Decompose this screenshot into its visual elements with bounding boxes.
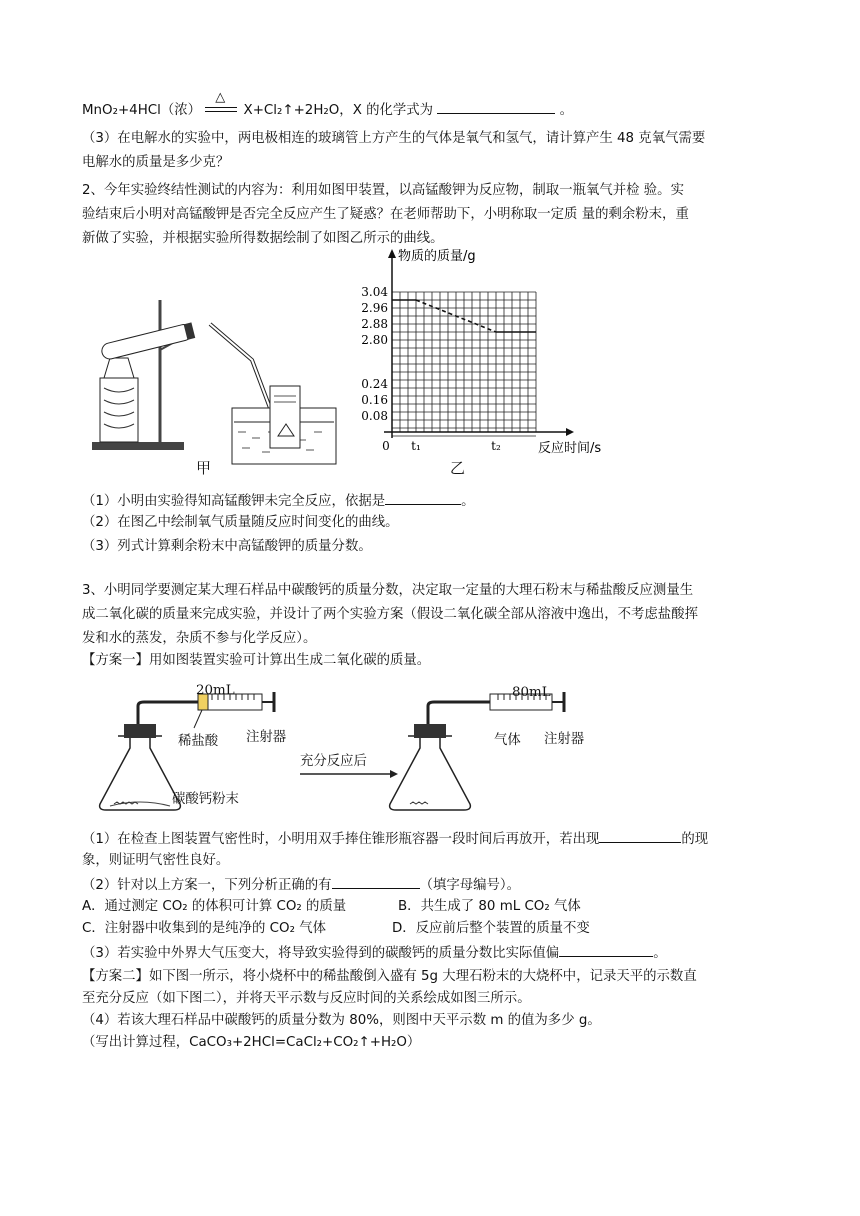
q1-part3-line1: （3）在电解水的实验中，两电极相连的玻璃管上方产生的气体是氧气和氢气，请计算产生 48 克氧气需要 [82,131,706,146]
q3-stem-line2: 成二氧化碳的质量来完成实验，并设计了两个实验方案（假设二氧化碳全部从溶液中逸出，不考虑盐酸挥 [82,607,698,622]
q3-sub2-tail: （填字母编号）。 [419,878,520,893]
label-dilute-hcl: 稀盐酸 [178,734,219,749]
q3-sub1 [82,829,708,850]
label-syringe-right: 注射器 [544,732,585,747]
heat-symbol: △ [215,90,226,105]
x-tick-label: t₂ [491,439,501,453]
q3-sub2-text: （2）针对以上方案一，下列分析正确的有 [82,878,332,893]
equation-end: 。 [559,103,573,118]
q2-stem-line2: 验结束后小明对高锰酸钾是否完全反应产生了疑惑？在老师帮助下，小明称取一定质 量的剩余粉末，重 [82,207,689,222]
y-tick-label: 2.80 [361,333,388,347]
q3-sub4-hint: （写出计算过程，CaCO₃+2HCl=CaCl₂+CO₂↑+H₂O） [82,1035,421,1050]
stopper-right [414,724,446,738]
q2-sub2: （2）在图乙中绘制氧气质量随反应时间变化的曲线。 [82,515,399,530]
figure-jia-apparatus [92,300,342,490]
q3-stem-line1: 3、小明同学要测定某大理石样品中碳酸钙的质量分数，决定取一定量的大理石粉末与稀盐酸反应测量生 [82,583,694,598]
y-tick-label: 0.08 [361,409,388,423]
syringe-volume-left: 20mL [196,683,235,698]
y-tick-label: 2.96 [361,301,388,315]
x-tick-label: t₁ [411,439,421,453]
syringe-volume-right: 80mL [512,685,551,700]
alcohol-lamp [104,358,134,378]
flask-left [100,736,181,810]
q3-sub1-text: （1）在检查上图装置气密性时，小明用双手捧住锥形瓶容器一段时间后再放开，若出现 [82,832,600,847]
y-axis-arrow [388,249,396,258]
q2-sub3: （3）列式计算剩余粉末中高锰酸钾的质量分数。 [82,539,372,554]
equals-bar [205,107,237,108]
stand-base [92,442,184,450]
y-tick-label: 0.24 [361,377,388,391]
answer-blank[interactable] [599,829,681,843]
origin-label: 0 [382,439,390,453]
answer-blank[interactable] [559,943,653,957]
q3-sub4: （4）若该大理石样品中碳酸钙的质量分数为 80%，则图中天平示数 m 的值为多少 g。 [82,1013,601,1028]
stopper-left [124,724,156,738]
equation-line [82,90,573,121]
q2-sub1-text: （1）小明由实验得知高锰酸钾未完全反应，依据是 [82,494,386,509]
label-after-reaction: 充分反应后 [300,754,367,769]
flask-right [390,736,471,810]
y-axis-label: 物质的质量/g [398,249,476,264]
y-tick-label: 3.04 [361,285,388,299]
reaction-condition [205,90,239,118]
x-axis-arrow [566,428,574,436]
option-c[interactable]: C．注射器中收集到的是纯净的 CO₂ 气体 [82,921,326,936]
label-calcium-carbonate: 碳酸钙粉末 [172,792,239,807]
answer-blank[interactable] [437,100,555,114]
plan2-line2: 至充分反应（如下图二），并将天平示数与反应时间的关系绘成如图三所示。 [82,991,531,1006]
y-tick-label: 2.88 [361,317,388,331]
plan2-line1: 【方案二】如下图一所示，将小烧杯中的稀盐酸倒入盛有 5g 大理石粉末的大烧杯中，记录天平的示数直 [82,969,697,984]
option-a[interactable]: A．通过测定 CO₂ 的体积可计算 CO₂ 的质量 [82,899,347,914]
answer-blank[interactable] [385,491,461,505]
equals-bar [205,111,237,112]
figure-yi-chart [350,244,602,462]
q2-stem-line3: 新做了实验，并根据实验所得数据绘制了如图乙所示的曲线。 [82,231,444,246]
gas-jar [270,386,300,448]
q2-stem-line1: 2、今年实验终结性测试的内容为：利用如图甲装置，以高锰酸钾为反应物，制取一瓶氧气并检 验。实 [82,183,684,198]
q3-sub1-tail: 的现 [681,832,709,847]
q3-sub3 [82,943,667,964]
test-tube [100,322,195,360]
equation-left: MnO₂+4HCl（浓） [82,103,201,118]
q1-part3-line2: 电解水的质量是多少克？ [82,155,230,170]
q3-sub3-end: 。 [653,946,667,961]
wood-block [100,378,138,442]
q2-sub1 [82,491,475,512]
q3-stem-line3: 发和水的蒸发，杂质不参与化学反应）。 [82,631,317,646]
q3-sub1-cont: 象，则证明气密性良好。 [82,853,230,868]
label-syringe-left: 注射器 [246,730,287,745]
label-gas: 气体 [494,733,521,748]
option-b[interactable]: B．共生成了 80 mL CO₂ 气体 [398,899,581,914]
y-tick-label: 0.16 [361,393,388,407]
q3-sub2 [82,875,520,896]
answer-blank[interactable] [332,875,420,889]
x-axis-label: 反应时间/s [538,441,602,456]
plan1-text: 【方案一】用如图装置实验可计算出生成二氧化碳的质量。 [82,653,431,668]
figure-label-jia: 甲 [196,459,212,477]
q2-sub1-end: 。 [461,494,475,509]
q3-sub3-text: （3）若实验中外界大气压变大，将导致实验得到的碳酸钙的质量分数比实际值偏 [82,946,560,961]
equation-right: X+Cl₂↑+2H₂O，X 的化学式为 [243,103,434,118]
option-d[interactable]: D．反应前后整个装置的质量不变 [392,921,590,936]
figure-label-yi: 乙 [450,459,466,477]
